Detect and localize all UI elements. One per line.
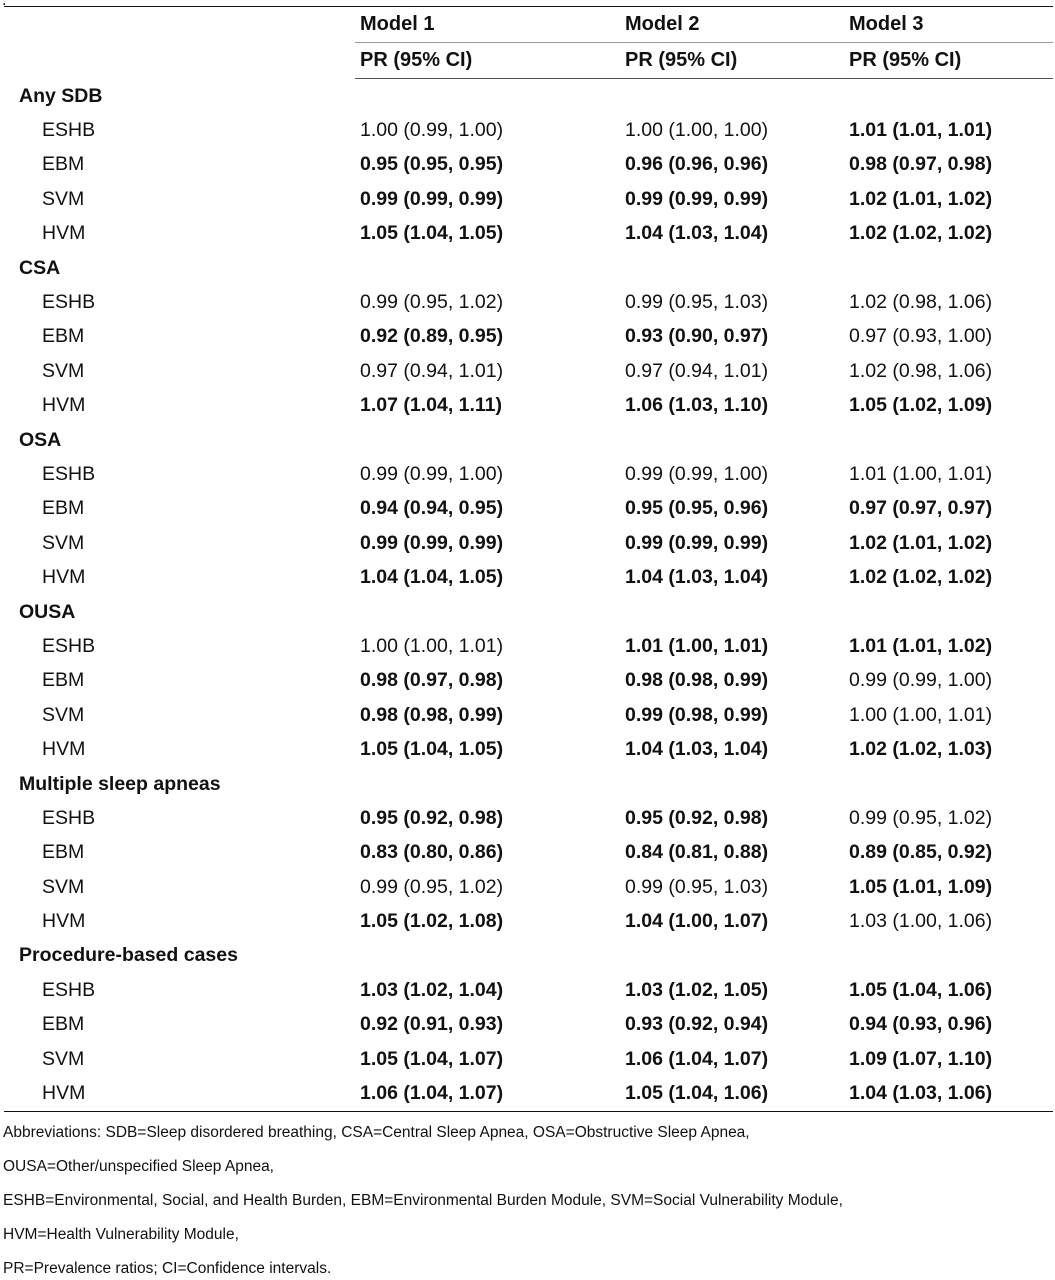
pr-value-model-3: 1.02 (1.02, 1.02) [849,222,993,245]
group-label: OUSA [19,600,76,623]
header-model-3: Model 3 [847,7,1053,43]
table-row [4,698,1053,732]
pr-value-model-2: 0.99 (0.95, 1.03) [625,291,769,314]
footnote-line: ESHB=Environmental, Social, and Health Burden, EBM=Environmental Burden Module, SVM=Social Vulnerability Module, [3,1192,843,1209]
row-label: HVM [42,566,86,589]
table-row [4,870,1053,904]
pr-value-model-1: 1.04 (1.04, 1.05) [360,566,504,589]
pr-value-model-3: 0.99 (0.95, 1.02) [849,806,993,829]
table-row [4,801,1053,835]
pr-value-model-1: 0.92 (0.91, 0.93) [360,1013,504,1036]
row-label: EBM [42,325,85,348]
pr-value-model-2: 0.99 (0.99, 0.99) [625,187,769,210]
pr-value-model-2: 0.97 (0.94, 1.01) [625,359,769,382]
table-row [4,113,1053,147]
pr-value-model-3: 1.02 (1.01, 1.02) [849,531,993,554]
pr-value-model-2: 0.93 (0.92, 0.94) [625,1013,769,1036]
prevalence-ratio-table [4,6,1053,1112]
pr-value-model-3: 1.02 (0.98, 1.06) [849,291,993,314]
pr-value-model-2: 1.06 (1.03, 1.10) [625,394,769,417]
pr-value-model-1: 0.99 (0.95, 1.02) [360,291,504,314]
table-row [4,285,1053,319]
row-label: ESHB [42,806,96,829]
pr-value-model-3: 1.02 (1.02, 1.02) [849,566,993,589]
group-label: Any SDB [19,84,103,107]
table-row [4,182,1053,216]
pr-value-model-3: 1.04 (1.03, 1.06) [847,1076,1053,1111]
pr-value-model-3: 1.05 (1.04, 1.06) [849,978,993,1001]
pr-value-model-3: 1.03 (1.00, 1.06) [849,910,993,933]
header-model-1: Model 1 [355,7,623,43]
row-label: EBM [42,1013,85,1036]
pr-value-model-2: 0.98 (0.98, 0.99) [625,669,769,692]
row-label: EBM [42,669,85,692]
pr-value-model-3: 1.01 (1.01, 1.02) [849,634,993,657]
table-row [4,492,1053,526]
footnote-line: PR=Prevalence ratios; CI=Confidence intervals. [3,1260,332,1277]
pr-value-model-1: 0.94 (0.94, 0.95) [360,497,504,520]
pr-value-model-2: 0.99 (0.99, 1.00) [625,462,769,485]
table-row [4,629,1053,663]
pr-value-model-1: 0.99 (0.99, 1.00) [360,462,504,485]
row-label: HVM [42,394,86,417]
row-label: HVM [42,910,86,933]
group-header-row [4,79,1053,114]
pr-value-model-2: 0.95 (0.95, 0.96) [625,497,769,520]
row-label: SVM [42,359,85,382]
pr-value-model-3: 1.02 (0.98, 1.06) [849,359,993,382]
table-row [4,217,1053,251]
header-stat-2: PR (95% CI) [623,43,847,79]
row-label: ESHB [42,119,96,142]
pr-value-model-2: 1.04 (1.00, 1.07) [625,910,769,933]
table-row [4,664,1053,698]
table-row [4,560,1053,594]
pr-value-model-1: 1.00 (0.99, 1.00) [360,119,504,142]
pr-value-model-2: 0.99 (0.95, 1.03) [625,875,769,898]
table-row [4,148,1053,182]
pr-value-model-3: 0.98 (0.97, 0.98) [849,153,993,176]
header-row-stat [4,43,1053,79]
group-header-row [4,595,1053,629]
pr-value-model-3: 0.99 (0.99, 1.00) [849,669,993,692]
pr-value-model-1: 0.95 (0.92, 0.98) [360,806,504,829]
row-label: SVM [42,1047,85,1070]
table-row [4,1008,1053,1042]
pr-value-model-3: 1.09 (1.07, 1.10) [849,1047,993,1070]
pr-value-model-3: 0.89 (0.85, 0.92) [849,841,993,864]
pr-value-model-1: 1.05 (1.04, 1.05) [360,738,504,761]
pr-value-model-3: 1.01 (1.00, 1.01) [849,462,993,485]
pr-value-model-2: 1.01 (1.00, 1.01) [625,634,769,657]
row-label: ESHB [42,291,96,314]
group-label: Procedure-based cases [19,944,238,967]
row-label: ESHB [42,978,96,1001]
pr-value-model-3: 1.02 (1.01, 1.02) [849,187,993,210]
pr-value-model-1: 0.95 (0.95, 0.95) [360,153,504,176]
pr-value-model-3: 1.00 (1.00, 1.01) [849,703,993,726]
pr-value-model-2: 0.96 (0.96, 0.96) [625,153,769,176]
row-label: SVM [42,703,85,726]
pr-value-model-3: 1.05 (1.01, 1.09) [849,875,993,898]
pr-value-model-1: 1.07 (1.04, 1.11) [360,394,503,417]
row-label: HVM [42,738,86,761]
pr-value-model-1: 1.00 (1.00, 1.01) [360,634,504,657]
row-label: SVM [42,187,85,210]
pr-value-model-1: 1.05 (1.02, 1.08) [360,910,504,933]
footnote-line: Abbreviations: SDB=Sleep disordered breathing, CSA=Central Sleep Apnea, OSA=Obstructive Sleep Apnea, [3,1124,750,1141]
pr-value-model-2: 1.06 (1.04, 1.07) [625,1047,769,1070]
row-label: SVM [42,531,85,554]
header-row-models [4,7,1053,43]
row-label: SVM [42,875,85,898]
table-row [4,457,1053,491]
pr-value-model-2: 0.93 (0.90, 0.97) [625,325,769,348]
pr-value-model-1: 0.99 (0.99, 0.99) [360,187,504,210]
footnote-line: OUSA=Other/unspecified Sleep Apnea, [3,1158,274,1175]
pr-value-model-2: 0.95 (0.92, 0.98) [625,806,769,829]
pr-value-model-1: 0.99 (0.95, 1.02) [360,875,504,898]
pr-value-model-1: 0.83 (0.80, 0.86) [360,841,504,864]
pr-value-model-3: 0.97 (0.97, 0.97) [849,497,993,520]
row-label: HVM [4,1076,355,1111]
pr-value-model-3: 1.05 (1.02, 1.09) [849,394,993,417]
pr-value-model-1: 1.05 (1.04, 1.05) [360,222,504,245]
row-label: EBM [42,841,85,864]
header-stat-1: PR (95% CI) [355,43,623,79]
table-row [4,904,1053,938]
group-label: OSA [19,428,62,451]
group-label: CSA [19,256,61,279]
pr-value-model-2: 0.99 (0.99, 0.99) [625,531,769,554]
group-header-row [4,251,1053,285]
pr-value-model-2: 0.99 (0.98, 0.99) [625,703,769,726]
table-row [4,526,1053,560]
header-stat-3: PR (95% CI) [847,43,1053,79]
pr-value-model-1: 0.99 (0.99, 0.99) [360,531,504,554]
pr-value-model-2: 1.05 (1.04, 1.06) [623,1076,847,1111]
row-label: HVM [42,222,86,245]
pr-value-model-2: 1.04 (1.03, 1.04) [625,222,769,245]
footnote-line: HVM=Health Vulnerability Module, [3,1226,239,1243]
pr-value-model-1: 1.03 (1.02, 1.04) [360,978,504,1001]
pr-value-model-1: 1.05 (1.04, 1.07) [360,1047,504,1070]
pr-value-model-1: 0.98 (0.98, 0.99) [360,703,504,726]
group-header-row [4,939,1053,973]
table-body [4,7,1053,1112]
table-row [4,1042,1053,1076]
table-row [4,732,1053,766]
pr-value-model-2: 1.03 (1.02, 1.05) [625,978,769,1001]
group-header-row [4,423,1053,457]
table-row [4,320,1053,354]
pr-value-model-1: 1.06 (1.04, 1.07) [355,1076,623,1111]
pr-value-model-3: 1.01 (1.01, 1.01) [849,119,993,142]
pr-value-model-1: 0.92 (0.89, 0.95) [360,325,504,348]
pr-value-model-3: 0.97 (0.93, 1.00) [849,325,993,348]
table-row [4,389,1053,423]
row-label: ESHB [42,462,96,485]
pr-value-model-3: 1.02 (1.02, 1.03) [849,738,993,761]
table-row [4,973,1053,1007]
pr-value-model-2: 1.00 (1.00, 1.00) [625,119,769,142]
row-label: EBM [42,497,85,520]
corner-mark: . [2,0,7,9]
row-label: ESHB [42,634,96,657]
row-label: EBM [42,153,85,176]
header-model-2: Model 2 [623,7,847,43]
pr-value-model-1: 0.98 (0.97, 0.98) [360,669,504,692]
group-label: Multiple sleep apneas [19,772,221,795]
header-blank [4,43,355,79]
pr-value-model-1: 0.97 (0.94, 1.01) [360,359,504,382]
group-header-row [4,767,1053,801]
table-row [4,1076,1053,1111]
table-row [4,836,1053,870]
header-blank [4,7,355,43]
pr-value-model-2: 1.04 (1.03, 1.04) [625,738,769,761]
table-row [4,354,1053,388]
pr-value-model-3: 0.94 (0.93, 0.96) [849,1013,993,1036]
pr-value-model-2: 0.84 (0.81, 0.88) [625,841,769,864]
pr-value-model-2: 1.04 (1.03, 1.04) [625,566,769,589]
